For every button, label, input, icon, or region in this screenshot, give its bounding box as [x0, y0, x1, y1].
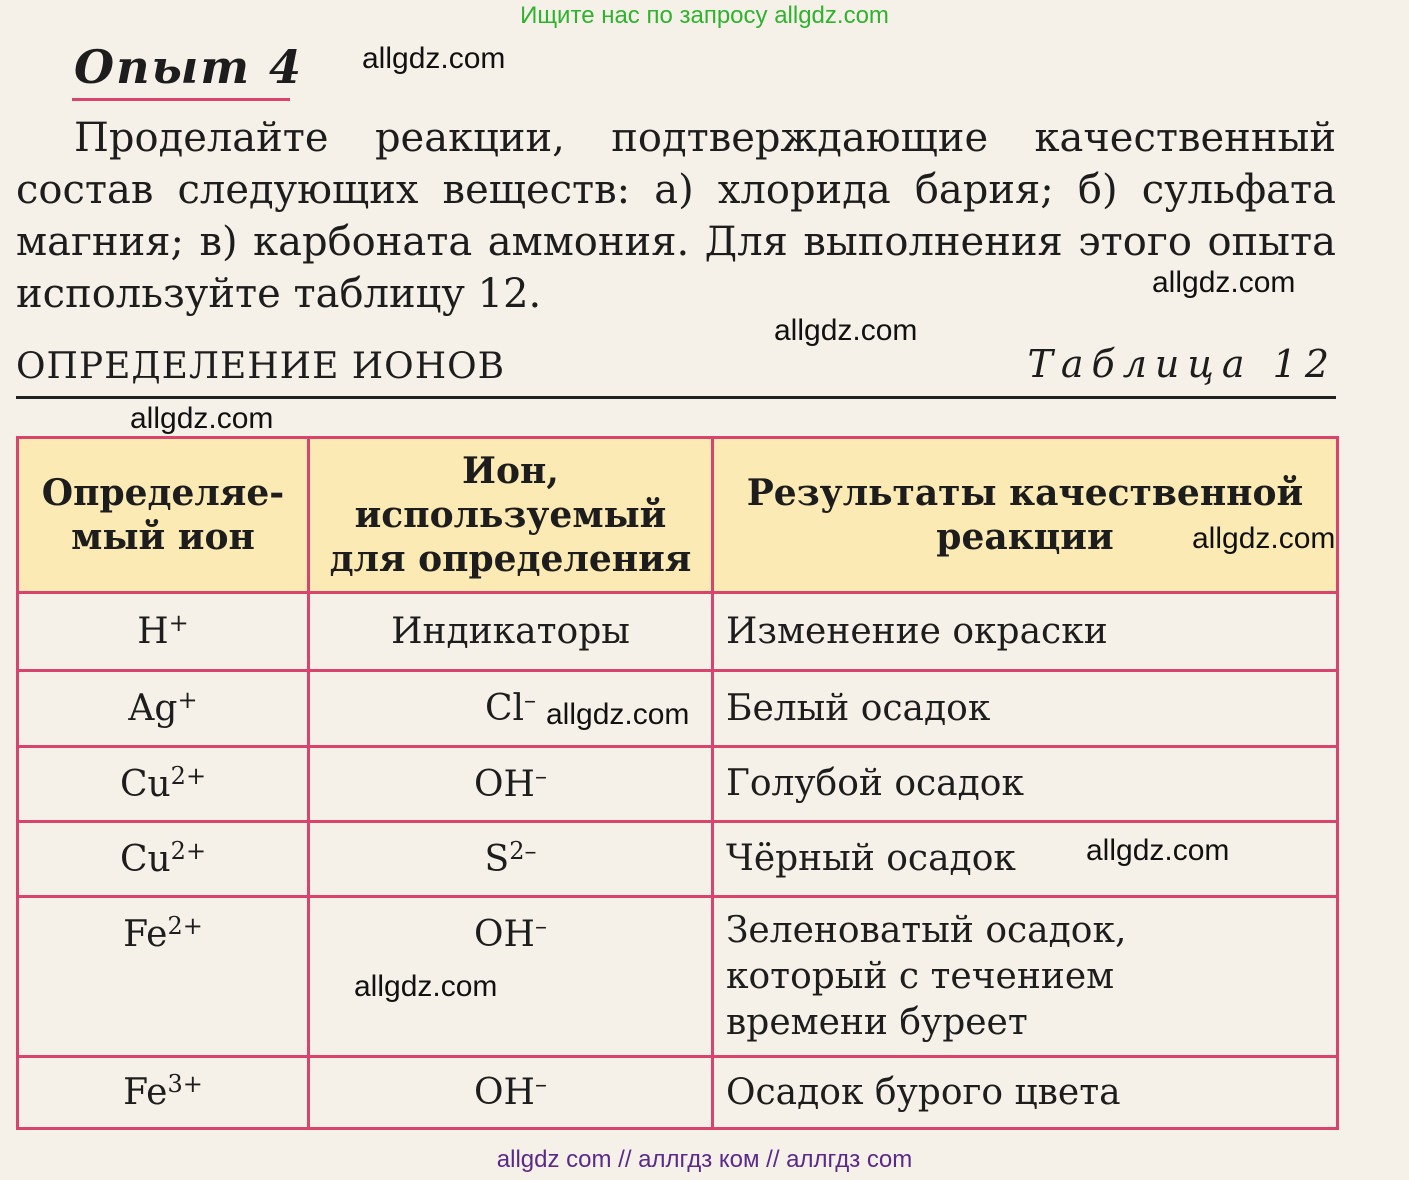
watermark: allgdz.com [362, 42, 506, 75]
cell-reagent: OH– [309, 897, 713, 1057]
table-header-row [18, 438, 1338, 593]
section-rule [16, 396, 1336, 399]
cell-reagent: $S^{2-}$ [309, 822, 713, 897]
header-reagent-ion: Ион, используемый для определения [309, 438, 713, 593]
experiment-text-content: Проделайте реакции, подтверждающие качественный состав следующих веществ: а) хлорида бария; б) сульфата магния; в) карбоната аммония. Для выполнения этого опыта используйте таблицу 12. [16, 115, 1336, 317]
watermark: allgdz.com [546, 698, 690, 731]
cell-ion: $Cu^{2+}$ [18, 822, 309, 897]
cell-reagent: OH– [309, 1057, 713, 1129]
cell-result: Осадок бурого цвета [713, 1057, 1338, 1129]
cell-reagent: OH– [309, 747, 713, 822]
watermark: allgdz.com [1152, 266, 1296, 299]
title-underline [72, 98, 290, 101]
watermark: allgdz.com [1192, 522, 1336, 555]
bottom-banner: allgdz com // аллгдз ком // аллгдз com [496, 1146, 913, 1173]
cell-ion: Ag+ [18, 671, 309, 747]
table-row [18, 897, 1338, 1057]
cell-ion: $Fe^{2+}$ [18, 897, 309, 1057]
table-row [18, 1057, 1338, 1129]
top-banner: Ищите нас по запросу allgdz.com [520, 2, 889, 29]
experiment-title: Опыт 4 [74, 40, 304, 94]
section-heading: ОПРЕДЕЛЕНИЕ ИОНОВ [16, 346, 506, 387]
cell-result: Белый осадок [713, 671, 1338, 747]
watermark: allgdz.com [1086, 834, 1230, 867]
table-row [18, 593, 1338, 671]
cell-ion: $Fe^{3+}$ [18, 1057, 309, 1129]
watermark: allgdz.com [130, 402, 274, 435]
ions-table [16, 436, 1339, 1130]
cell-ion: H+ [18, 593, 309, 671]
cell-reagent: Cl– [309, 671, 713, 747]
experiment-text [16, 112, 1336, 320]
table-label: Таблица 12 [1027, 342, 1337, 386]
table-row [18, 747, 1338, 822]
cell-result: Голубой осадок [713, 747, 1338, 822]
cell-result: Зеленоватый осадок, который с течением времени буреет [713, 897, 1338, 1057]
cell-reagent: Индикаторы [309, 593, 713, 671]
cell-result: Изменение окраски [713, 593, 1338, 671]
header-reaction-result: Результаты качественной реакции [713, 438, 1338, 593]
watermark: allgdz.com [354, 970, 498, 1003]
header-determined-ion: Определяе-мый ион [18, 438, 309, 593]
watermark: allgdz.com [774, 314, 918, 347]
cell-result: Чёрный осадок [713, 822, 1338, 897]
cell-ion: $Cu^{2+}$ [18, 747, 309, 822]
